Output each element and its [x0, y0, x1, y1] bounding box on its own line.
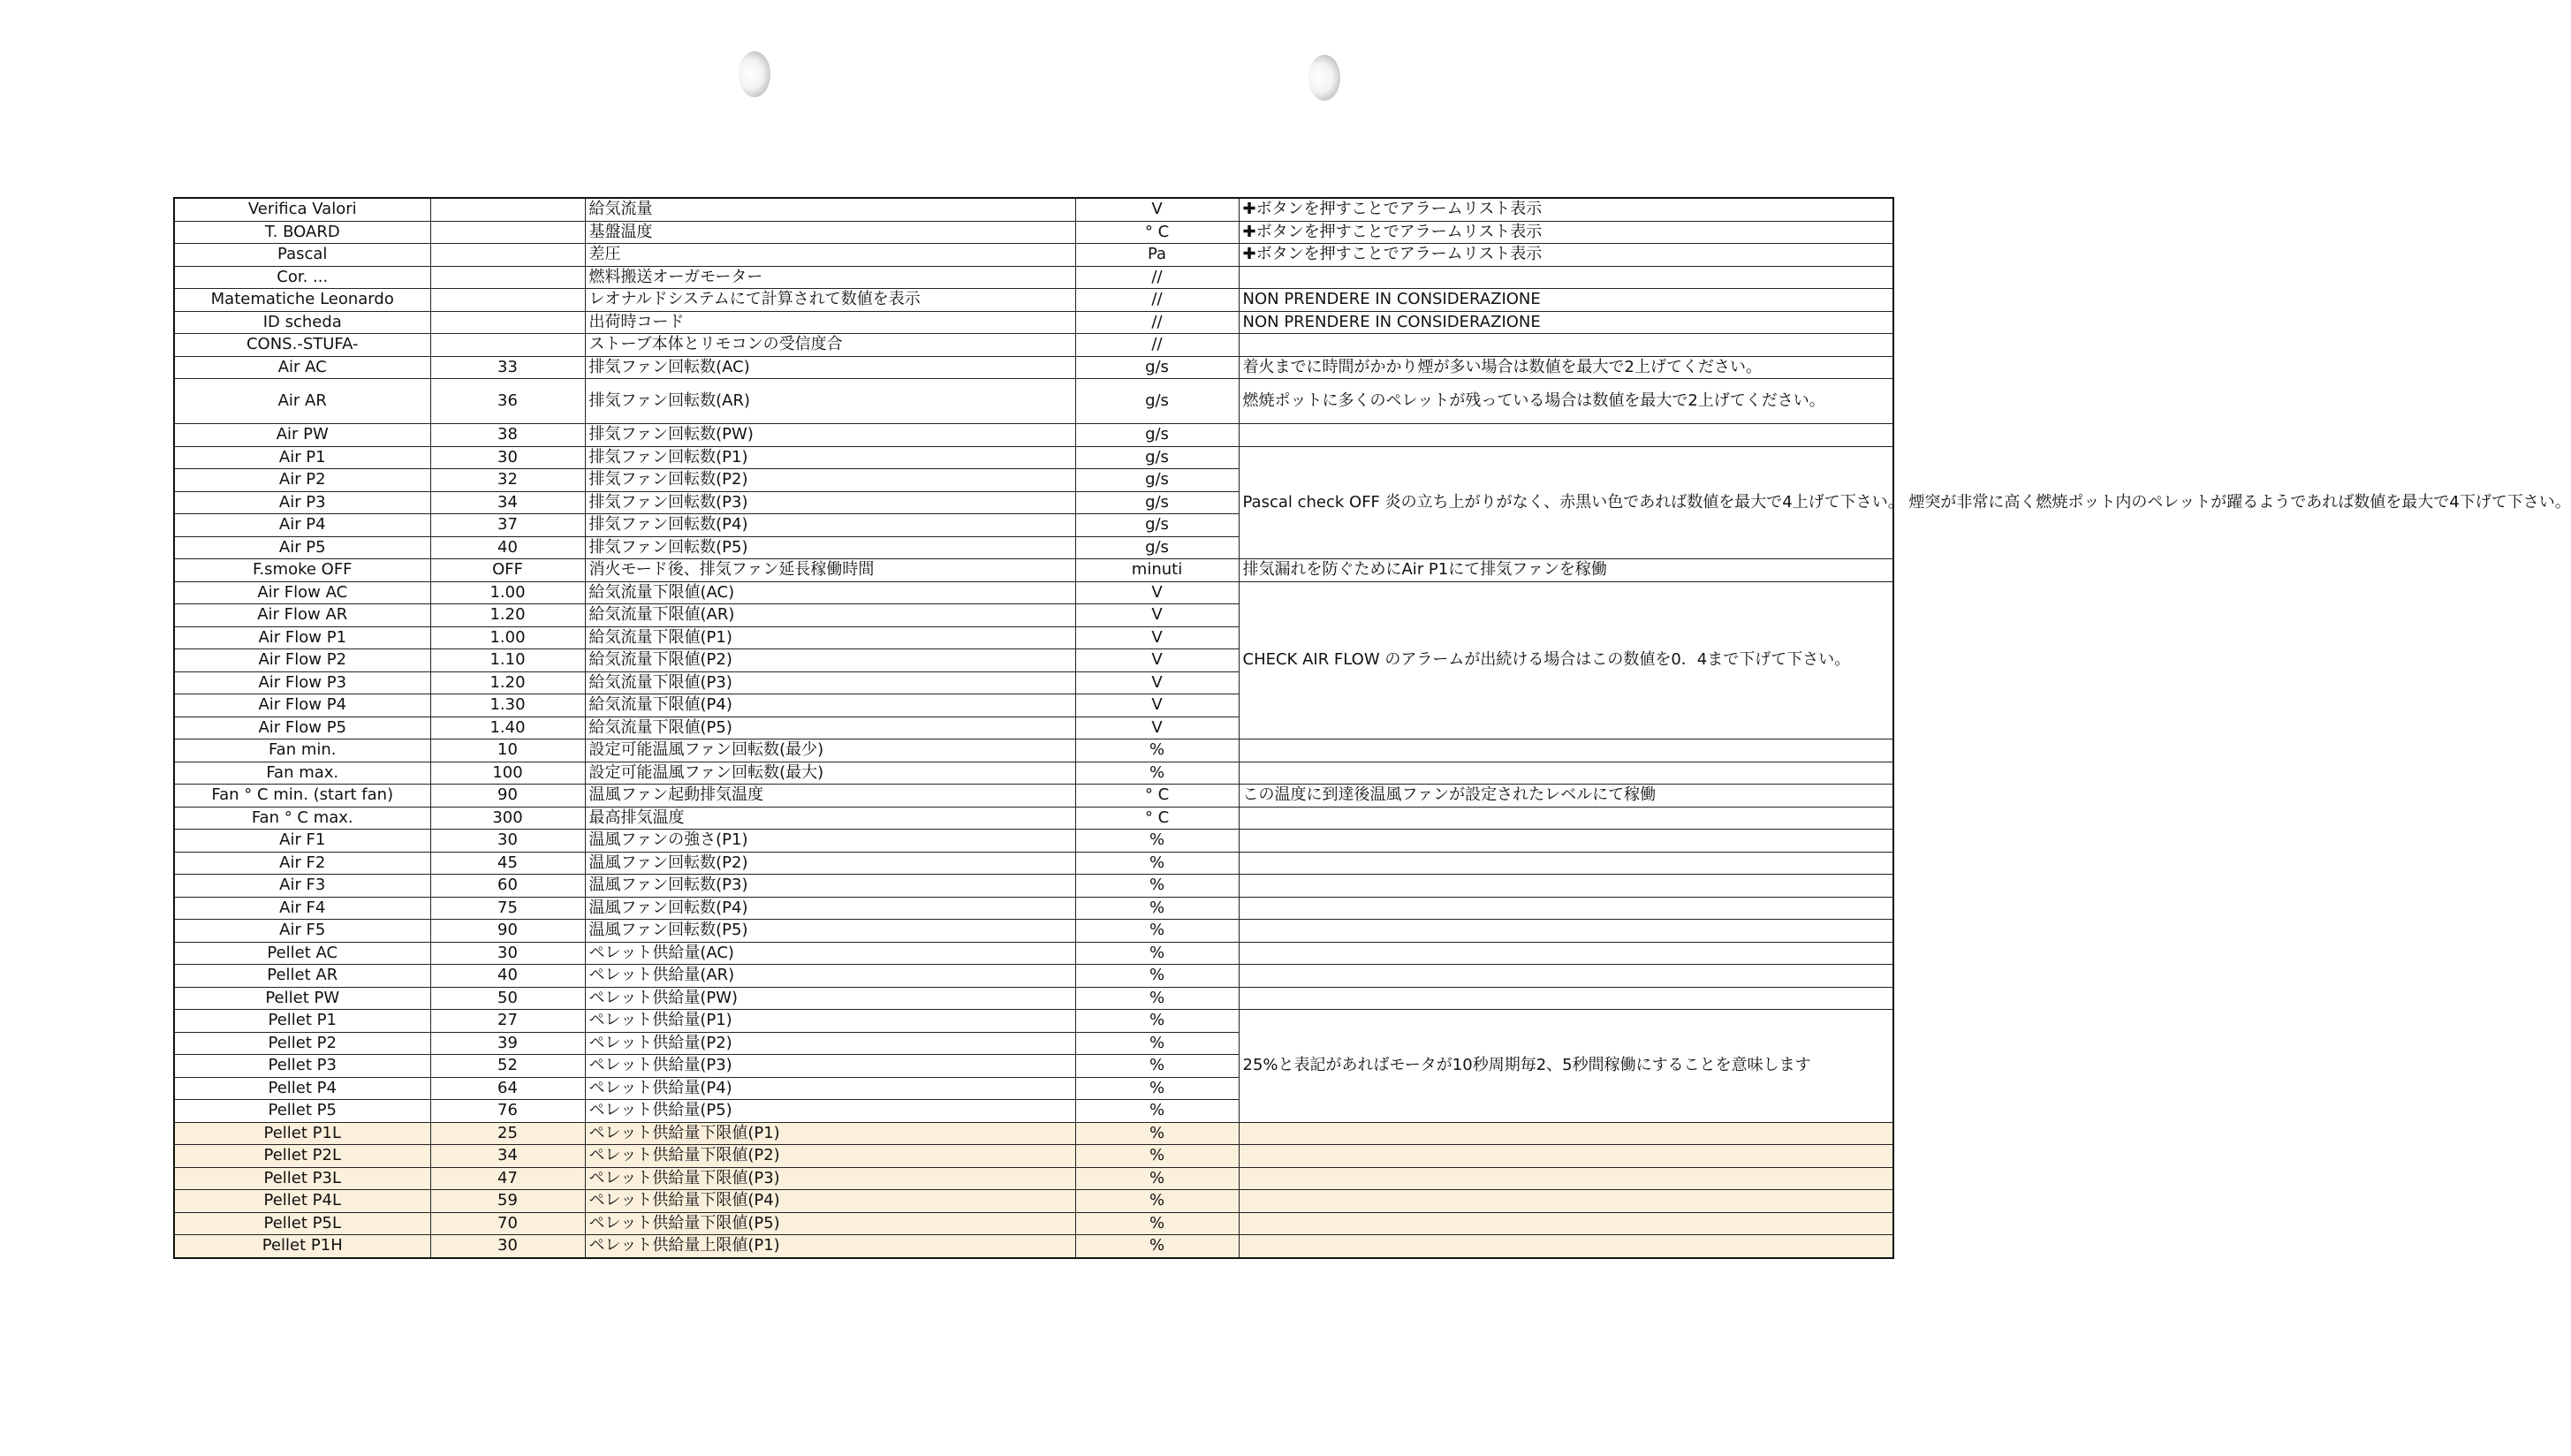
parameter-description-cell: 温風ファン回転数(P4) [585, 897, 1075, 920]
parameter-note-cell [1239, 852, 1893, 875]
parameter-description-cell: ペレット供給量(P4) [585, 1077, 1075, 1100]
parameter-value-cell: 1.20 [430, 604, 585, 627]
parameter-name-cell: Pellet P2 [174, 1032, 430, 1055]
table-row [174, 289, 1893, 312]
parameter-description-cell: 温風ファン回転数(P2) [585, 852, 1075, 875]
parameter-description-cell: 給気流量下限値(P1) [585, 626, 1075, 649]
parameter-name-cell: Air F4 [174, 897, 430, 920]
parameter-name-cell: Verifica Valori [174, 198, 430, 221]
parameter-value-cell: 64 [430, 1077, 585, 1100]
parameter-value-cell: 75 [430, 897, 585, 920]
parameter-name-cell: Air P1 [174, 446, 430, 469]
parameter-description-cell: 給気流量下限値(P2) [585, 649, 1075, 672]
parameter-name-cell: Air P4 [174, 514, 430, 537]
parameter-unit-cell: // [1075, 289, 1239, 312]
table-row [174, 897, 1893, 920]
parameter-value-cell [430, 221, 585, 244]
parameter-value-cell: 1.10 [430, 649, 585, 672]
table-row [174, 244, 1893, 267]
parameter-unit-cell: % [1075, 1235, 1239, 1258]
parameter-note-cell [1239, 830, 1893, 853]
parameter-unit-cell: V [1075, 581, 1239, 604]
parameter-value-cell [430, 334, 585, 357]
parameter-name-cell: Pascal [174, 244, 430, 267]
parameter-value-cell: 37 [430, 514, 585, 537]
parameter-unit-cell: V [1075, 649, 1239, 672]
parameter-table-body [174, 198, 2571, 1258]
parameter-value-cell: 10 [430, 739, 585, 762]
table-row [174, 311, 1893, 334]
parameter-note-cell: NON PRENDERE IN CONSIDERAZIONE [1239, 311, 1893, 334]
parameter-note-cell [1239, 1190, 1893, 1213]
table-row [174, 221, 1893, 244]
parameter-unit-cell: % [1075, 920, 1239, 943]
parameter-unit-cell: % [1075, 852, 1239, 875]
parameter-name-cell: T. BOARD [174, 221, 430, 244]
parameter-description-cell: 基盤温度 [585, 221, 1075, 244]
parameter-note-cell [1239, 334, 1893, 357]
parameter-unit-cell: % [1075, 1055, 1239, 1078]
parameter-note-cell: 着火までに時間がかかり煙が多い場合は数値を最大で2上げてください。 [1239, 356, 1893, 379]
parameter-unit-cell: % [1075, 1122, 1239, 1145]
parameter-note-cell [1239, 1122, 1893, 1145]
table-row [174, 762, 1893, 785]
parameter-description-cell: ペレット供給量(P3) [585, 1055, 1075, 1078]
table-row [174, 559, 1893, 582]
parameter-name-cell: Fan max. [174, 762, 430, 785]
table-row [174, 987, 1893, 1010]
parameter-value-cell: 47 [430, 1167, 585, 1190]
parameter-note-cell [1239, 739, 1893, 762]
parameter-description-cell: 排気ファン回転数(P5) [585, 536, 1075, 559]
parameter-value-cell: 25 [430, 1122, 585, 1145]
parameter-note-cell: ✚ボタンを押すことでアラームリスト表示 [1239, 221, 1893, 244]
parameter-unit-cell: % [1075, 739, 1239, 762]
parameter-value-cell: 39 [430, 1032, 585, 1055]
table-row [174, 1167, 1893, 1190]
parameter-name-cell: Air F5 [174, 920, 430, 943]
parameter-description-cell: ペレット供給量(AC) [585, 942, 1075, 965]
table-row [174, 942, 1893, 965]
parameter-value-cell: 59 [430, 1190, 585, 1213]
parameter-unit-cell: V [1075, 717, 1239, 739]
parameter-unit-cell: ° C [1075, 785, 1239, 808]
parameter-unit-cell: % [1075, 965, 1239, 988]
parameter-value-cell: 90 [430, 785, 585, 808]
parameter-value-cell: 45 [430, 852, 585, 875]
table-row [174, 920, 1893, 943]
parameter-unit-cell: V [1075, 626, 1239, 649]
parameter-name-cell: Pellet PW [174, 987, 430, 1010]
parameter-unit-cell: ° C [1075, 221, 1239, 244]
parameter-unit-cell: % [1075, 942, 1239, 965]
parameter-description-cell: 排気ファン回転数(AR) [585, 379, 1075, 424]
table-row [174, 446, 1893, 469]
parameter-description-cell: 設定可能温風ファン回転数(最大) [585, 762, 1075, 785]
parameter-value-cell: 27 [430, 1010, 585, 1033]
parameter-description-cell: 温風ファン回転数(P3) [585, 875, 1075, 898]
parameter-description-cell: 温風ファン起動排気温度 [585, 785, 1075, 808]
table-row [174, 1235, 1893, 1258]
parameter-unit-cell: Pa [1075, 244, 1239, 267]
parameter-unit-cell: g/s [1075, 514, 1239, 537]
parameter-note-cell [1239, 920, 1893, 943]
parameter-note-cell [1239, 1167, 1893, 1190]
parameter-description-cell: 給気流量下限値(P3) [585, 671, 1075, 694]
parameter-description-cell: ペレット供給量(AR) [585, 965, 1075, 988]
parameter-name-cell: Fan ° C max. [174, 807, 430, 830]
parameter-note-cell: Pascal check OFF 炎の立ち上がりがなく、赤黒い色であれば数値を最大で4上げて下さい。 煙突が非常に高く燃焼ポット内のペレットが躍るようであれば数値を最大で4下げて下さい。 [1239, 446, 1893, 559]
table-row [174, 852, 1893, 875]
parameter-unit-cell: % [1075, 830, 1239, 853]
parameter-description-cell: ストーブ本体とリモコンの受信度合 [585, 334, 1075, 357]
parameter-unit-cell: % [1075, 1010, 1239, 1033]
parameter-note-cell [1239, 1235, 1893, 1258]
parameter-unit-cell: g/s [1075, 469, 1239, 492]
parameter-description-cell: 排気ファン回転数(PW) [585, 424, 1075, 447]
table-row [174, 1010, 1893, 1033]
parameter-value-cell [430, 244, 585, 267]
parameter-note-cell [1239, 942, 1893, 965]
punch-hole-right [1308, 55, 1340, 101]
parameter-value-cell: 52 [430, 1055, 585, 1078]
parameter-description-cell: 排気ファン回転数(AC) [585, 356, 1075, 379]
parameter-description-cell: 温風ファンの強さ(P1) [585, 830, 1075, 853]
parameter-note-cell: ✚ボタンを押すことでアラームリスト表示 [1239, 244, 1893, 267]
parameter-value-cell [430, 311, 585, 334]
table-row [174, 1122, 1893, 1145]
parameter-note-cell: NON PRENDERE IN CONSIDERAZIONE [1239, 289, 1893, 312]
parameter-description-cell: ペレット供給量下限値(P1) [585, 1122, 1075, 1145]
parameter-unit-cell: % [1075, 1190, 1239, 1213]
table-row [174, 356, 1893, 379]
parameter-name-cell: Air Flow P4 [174, 694, 430, 717]
parameter-unit-cell: // [1075, 334, 1239, 357]
table-row [174, 266, 1893, 289]
parameter-unit-cell: V [1075, 671, 1239, 694]
parameter-value-cell: 1.00 [430, 626, 585, 649]
parameter-description-cell: 給気流量 [585, 198, 1075, 221]
table-row [174, 581, 1893, 604]
parameter-description-cell: ペレット供給量下限値(P5) [585, 1212, 1075, 1235]
parameter-value-cell: 40 [430, 536, 585, 559]
parameter-name-cell: Pellet P3 [174, 1055, 430, 1078]
parameter-value-cell: 1.40 [430, 717, 585, 739]
parameter-note-cell [1239, 987, 1893, 1010]
parameter-unit-cell: V [1075, 694, 1239, 717]
parameter-value-cell: 30 [430, 942, 585, 965]
parameter-name-cell: Air PW [174, 424, 430, 447]
parameter-description-cell: 燃料搬送オーガモーター [585, 266, 1075, 289]
parameter-name-cell: Air AR [174, 379, 430, 424]
parameter-name-cell: Air Flow P1 [174, 626, 430, 649]
parameter-note-cell [1239, 965, 1893, 988]
parameter-description-cell: 設定可能温風ファン回転数(最少) [585, 739, 1075, 762]
parameter-value-cell: 38 [430, 424, 585, 447]
parameter-description-cell: ペレット供給量(P5) [585, 1100, 1075, 1123]
parameter-name-cell: Air P5 [174, 536, 430, 559]
parameter-value-cell: 1.00 [430, 581, 585, 604]
parameter-description-cell: 消火モード後、排気ファン延長稼働時間 [585, 559, 1075, 582]
parameter-description-cell: 給気流量下限値(AR) [585, 604, 1075, 627]
parameter-description-cell: ペレット供給量(P1) [585, 1010, 1075, 1033]
parameter-description-cell: 給気流量下限値(AC) [585, 581, 1075, 604]
parameter-description-cell: ペレット供給量(P2) [585, 1032, 1075, 1055]
parameter-unit-cell: % [1075, 1145, 1239, 1168]
parameter-unit-cell: g/s [1075, 491, 1239, 514]
table-row [174, 739, 1893, 762]
table-row [174, 965, 1893, 988]
parameter-unit-cell: // [1075, 266, 1239, 289]
table-row [174, 1145, 1893, 1168]
parameter-description-cell: レオナルドシステムにて計算されて数値を表示 [585, 289, 1075, 312]
parameter-unit-cell: g/s [1075, 536, 1239, 559]
parameter-description-cell: 排気ファン回転数(P2) [585, 469, 1075, 492]
parameter-value-cell: 30 [430, 446, 585, 469]
parameter-unit-cell: % [1075, 1212, 1239, 1235]
parameter-note-cell [1239, 266, 1893, 289]
parameter-unit-cell: % [1075, 875, 1239, 898]
parameter-unit-cell: minuti [1075, 559, 1239, 582]
table-row [174, 379, 1893, 424]
parameter-note-cell: 排気漏れを防ぐためにAir P1にて排気ファンを稼働 [1239, 559, 1893, 582]
parameter-name-cell: ID scheda [174, 311, 430, 334]
parameter-name-cell: Air Flow P2 [174, 649, 430, 672]
table-row [174, 875, 1893, 898]
parameter-name-cell: Fan min. [174, 739, 430, 762]
parameter-note-cell [1239, 897, 1893, 920]
parameter-value-cell: 34 [430, 1145, 585, 1168]
parameter-note-cell [1239, 1212, 1893, 1235]
parameter-description-cell: ペレット供給量下限値(P3) [585, 1167, 1075, 1190]
parameter-name-cell: Pellet P5 [174, 1100, 430, 1123]
parameter-value-cell: 50 [430, 987, 585, 1010]
parameter-description-cell: 最高排気温度 [585, 807, 1075, 830]
table-row [174, 830, 1893, 853]
parameter-description-cell: ペレット供給量(PW) [585, 987, 1075, 1010]
parameter-value-cell: 60 [430, 875, 585, 898]
parameter-unit-cell: % [1075, 897, 1239, 920]
parameter-name-cell: Pellet P3L [174, 1167, 430, 1190]
parameter-name-cell: Pellet AC [174, 942, 430, 965]
parameter-description-cell: 出荷時コード [585, 311, 1075, 334]
parameter-description-cell: 給気流量下限値(P5) [585, 717, 1075, 739]
parameter-name-cell: CONS.-STUFA- [174, 334, 430, 357]
parameter-value-cell: 90 [430, 920, 585, 943]
parameter-name-cell: Air F3 [174, 875, 430, 898]
parameter-value-cell: OFF [430, 559, 585, 582]
parameter-value-cell: 76 [430, 1100, 585, 1123]
parameter-description-cell: 排気ファン回転数(P1) [585, 446, 1075, 469]
parameter-description-cell: 給気流量下限値(P4) [585, 694, 1075, 717]
parameter-name-cell: Air F2 [174, 852, 430, 875]
parameter-unit-cell: g/s [1075, 446, 1239, 469]
parameter-unit-cell: g/s [1075, 379, 1239, 424]
parameter-note-cell [1239, 762, 1893, 785]
parameter-name-cell: Air Flow AR [174, 604, 430, 627]
parameter-name-cell: Cor. ... [174, 266, 430, 289]
parameter-name-cell: Pellet P5L [174, 1212, 430, 1235]
parameter-description-cell: 排気ファン回転数(P3) [585, 491, 1075, 514]
parameter-unit-cell: g/s [1075, 424, 1239, 447]
parameter-value-cell [430, 266, 585, 289]
parameter-unit-cell: g/s [1075, 356, 1239, 379]
parameter-description-cell: ペレット供給量下限値(P2) [585, 1145, 1075, 1168]
parameter-name-cell: Matematiche Leonardo [174, 289, 430, 312]
parameter-value-cell: 36 [430, 379, 585, 424]
table-row [174, 807, 1893, 830]
parameter-unit-cell: // [1075, 311, 1239, 334]
parameter-note-cell: 25%と表記があればモータが10秒周期毎2、5秒間稼働にすることを意味します [1239, 1010, 1893, 1123]
parameter-note-cell [1239, 875, 1893, 898]
parameter-value-cell: 32 [430, 469, 585, 492]
parameter-value-cell: 34 [430, 491, 585, 514]
parameter-unit-cell: % [1075, 987, 1239, 1010]
parameter-description-cell: 差圧 [585, 244, 1075, 267]
parameter-value-cell: 100 [430, 762, 585, 785]
parameter-value-cell: 70 [430, 1212, 585, 1235]
parameter-name-cell: Air F1 [174, 830, 430, 853]
parameter-unit-cell: ° C [1075, 807, 1239, 830]
parameter-name-cell: Air Flow P3 [174, 671, 430, 694]
parameter-name-cell: Air Flow AC [174, 581, 430, 604]
parameter-name-cell: Pellet P1L [174, 1122, 430, 1145]
table-row [174, 424, 1893, 447]
parameter-note-cell [1239, 1145, 1893, 1168]
punch-hole-left [739, 51, 770, 97]
parameter-unit-cell: % [1075, 1032, 1239, 1055]
table-row [174, 1190, 1893, 1213]
parameter-value-cell [430, 289, 585, 312]
parameter-note-cell: CHECK AIR FLOW のアラームが出続ける場合はこの数値を0．4まで下げて下さい。 [1239, 581, 1893, 739]
parameter-value-cell: 1.30 [430, 694, 585, 717]
parameter-unit-cell: % [1075, 1100, 1239, 1123]
parameter-table [173, 197, 2571, 1259]
parameter-name-cell: Pellet P4L [174, 1190, 430, 1213]
table-row [174, 1212, 1893, 1235]
parameter-name-cell: Pellet P2L [174, 1145, 430, 1168]
parameter-name-cell: Pellet P1 [174, 1010, 430, 1033]
parameter-value-cell: 1.20 [430, 671, 585, 694]
parameter-name-cell: Pellet P4 [174, 1077, 430, 1100]
parameter-note-cell [1239, 424, 1893, 447]
parameter-name-cell: Air P2 [174, 469, 430, 492]
parameter-unit-cell: % [1075, 762, 1239, 785]
parameter-name-cell: F.smoke OFF [174, 559, 430, 582]
parameter-value-cell: 30 [430, 830, 585, 853]
parameter-unit-cell: V [1075, 604, 1239, 627]
parameter-value-cell: 30 [430, 1235, 585, 1258]
parameter-description-cell: ペレット供給量下限値(P4) [585, 1190, 1075, 1213]
parameter-unit-cell: % [1075, 1167, 1239, 1190]
parameter-note-cell: 燃焼ポットに多くのペレットが残っている場合は数値を最大で2上げてください。 [1239, 379, 1893, 424]
parameter-note-cell: ✚ボタンを押すことでアラームリスト表示 [1239, 198, 1893, 221]
parameter-description-cell: 温風ファン回転数(P5) [585, 920, 1075, 943]
table-row [174, 334, 1893, 357]
parameter-name-cell: Pellet P1H [174, 1235, 430, 1258]
parameter-note-cell [1239, 807, 1893, 830]
parameter-name-cell: Pellet AR [174, 965, 430, 988]
parameter-unit-cell: % [1075, 1077, 1239, 1100]
parameter-name-cell: Air Flow P5 [174, 717, 430, 739]
parameter-unit-cell: V [1075, 198, 1239, 221]
parameter-description-cell: ペレット供給量上限値(P1) [585, 1235, 1075, 1258]
parameter-note-cell: この温度に到達後温風ファンが設定されたレベルにて稼働 [1239, 785, 1893, 808]
parameter-name-cell: Air AC [174, 356, 430, 379]
parameter-name-cell: Air P3 [174, 491, 430, 514]
parameter-description-cell: 排気ファン回転数(P4) [585, 514, 1075, 537]
table-row [174, 198, 1893, 221]
parameter-value-cell: 40 [430, 965, 585, 988]
parameter-value-cell: 33 [430, 356, 585, 379]
parameter-value-cell [430, 198, 585, 221]
table-row [174, 785, 1893, 808]
parameter-value-cell: 300 [430, 807, 585, 830]
parameter-name-cell: Fan ° C min. (start fan) [174, 785, 430, 808]
